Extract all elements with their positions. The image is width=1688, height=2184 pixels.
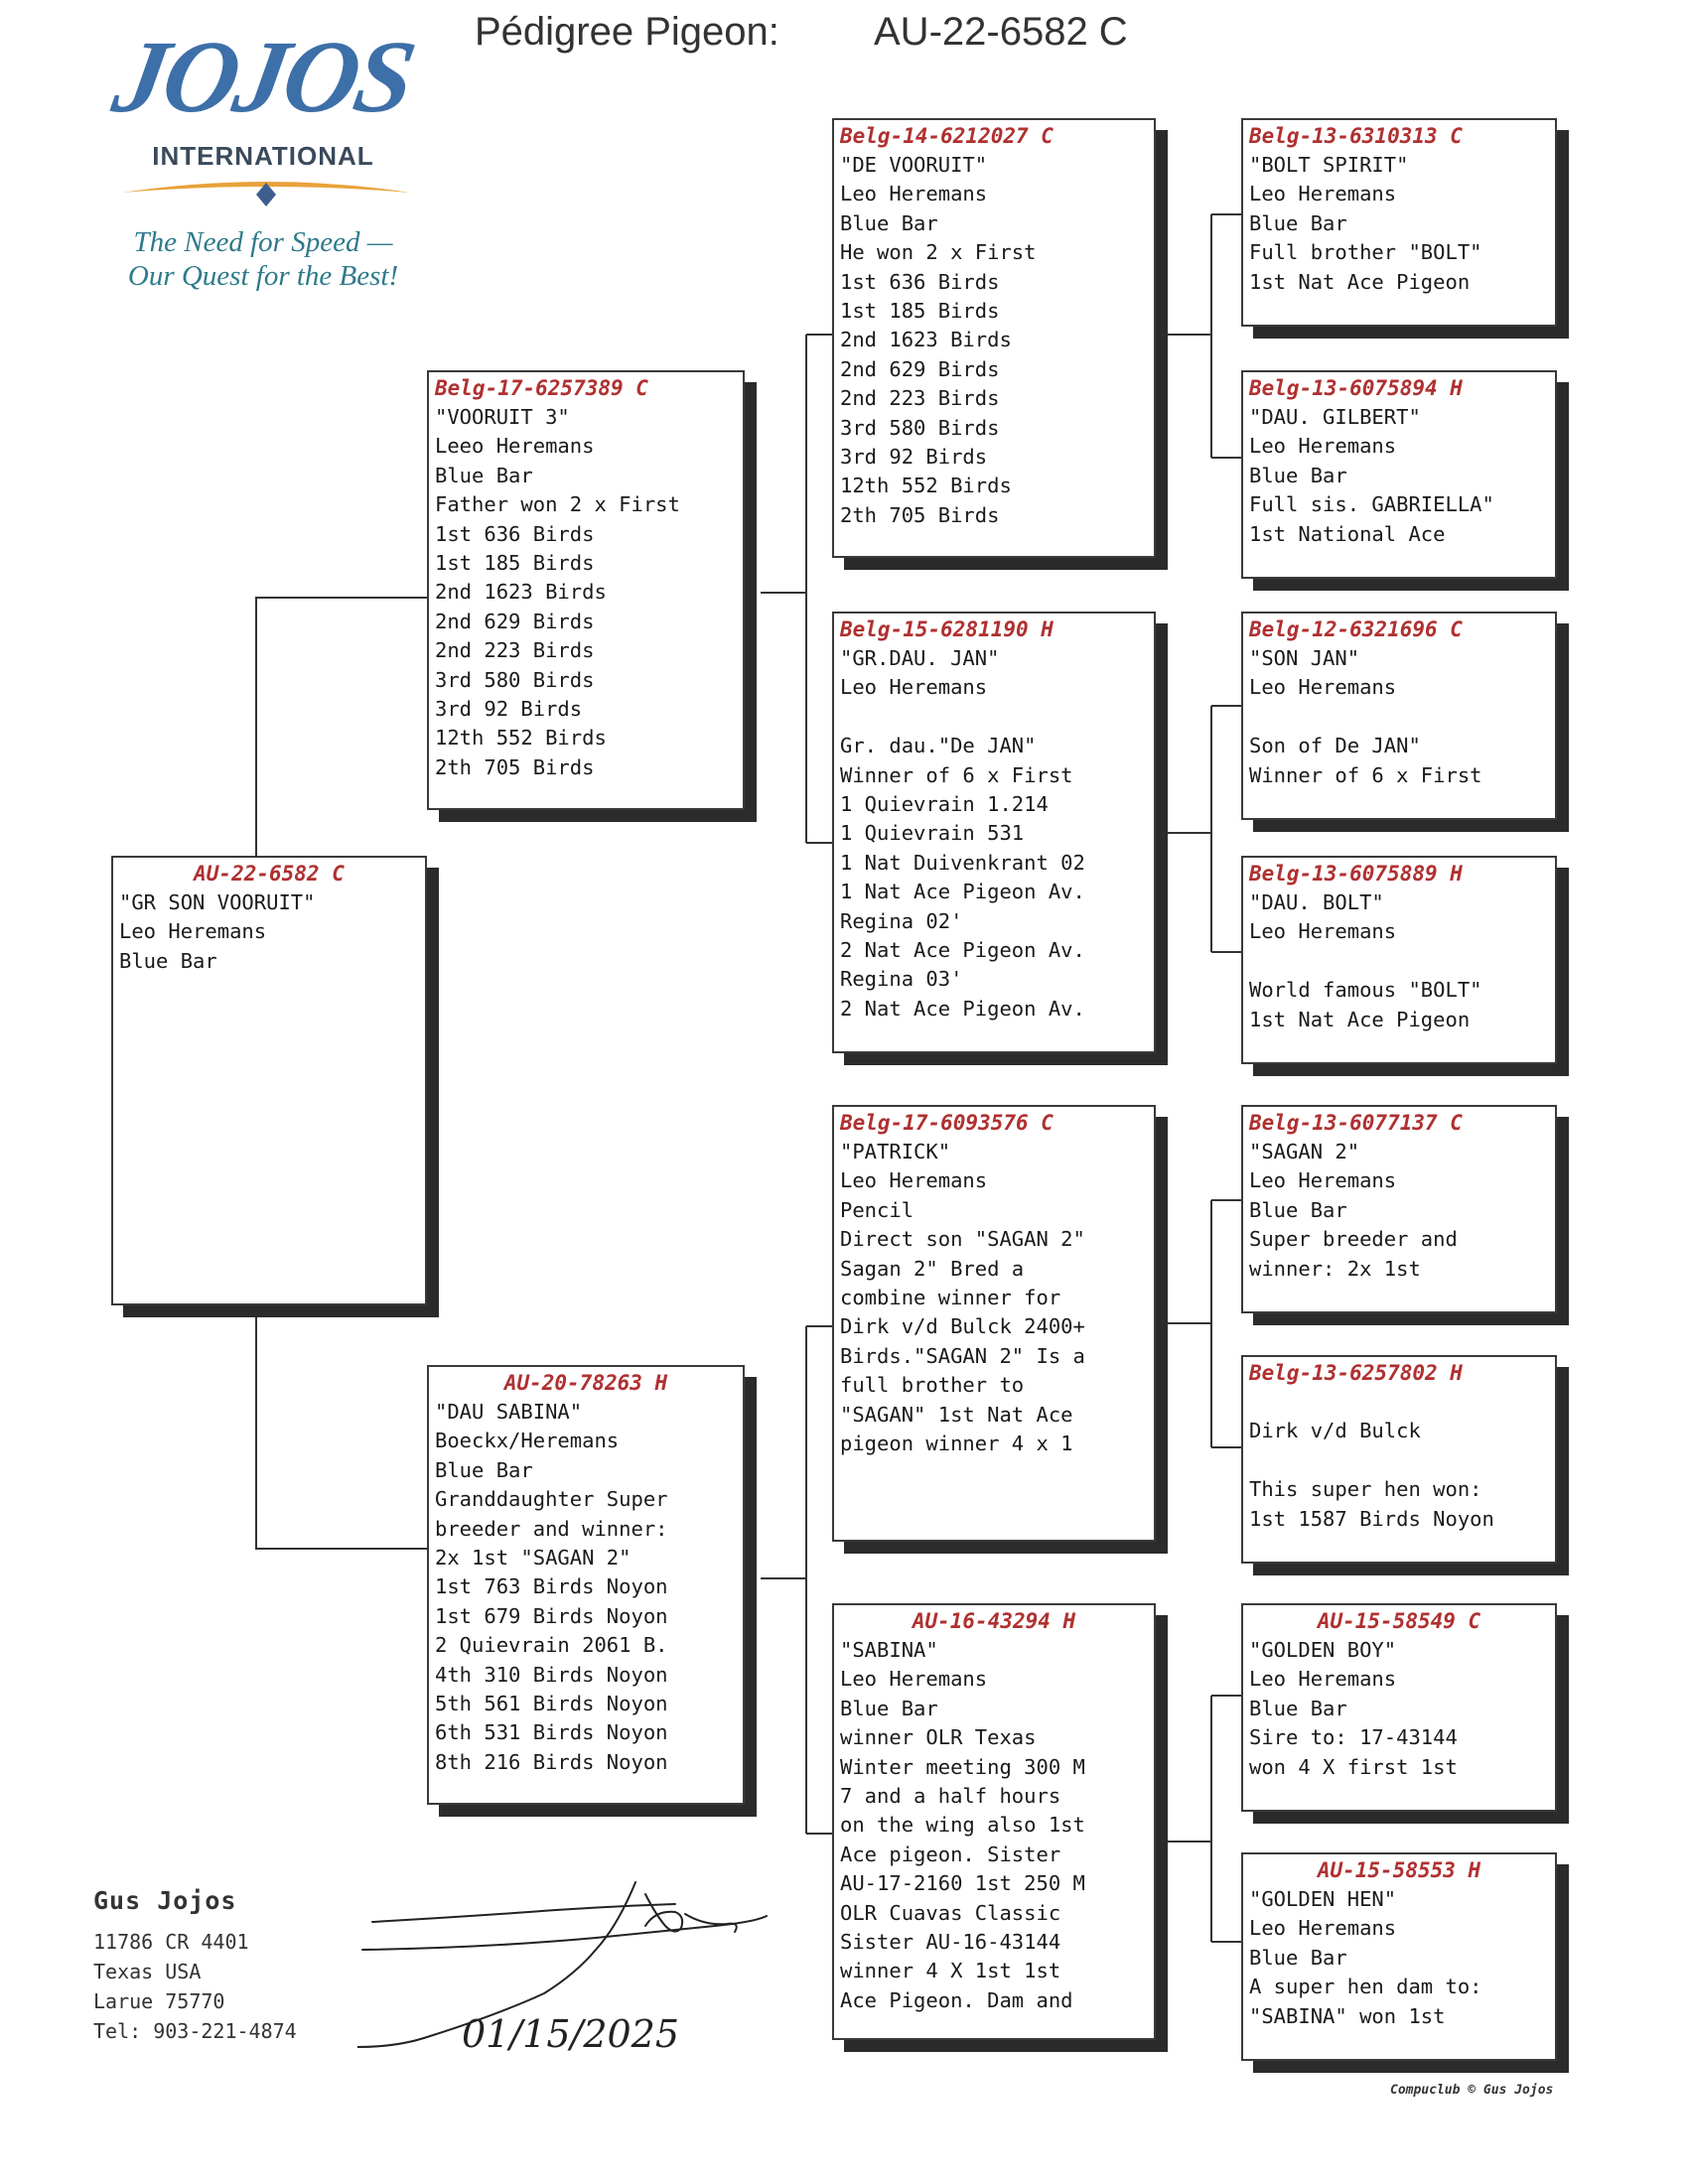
logo-subtitle: INTERNATIONAL [152,141,374,171]
pigeon-line: "BOLT SPIRIT" [1249,153,1409,177]
pigeon-line: Blue Bar [840,1696,938,1720]
pigeon-line [840,703,1148,732]
pigeon-id: AU-15-58549 C [1317,1609,1481,1633]
pigeon-line: 1st 763 Birds Noyon [435,1574,668,1599]
pigeon-line: Dirk v/d Bulck 2400+ [840,1314,1085,1339]
logo-name: JOJOS [105,20,421,134]
connector-dd [1156,1696,1241,1942]
pigeon-line: Boeckx/Heremans [435,1429,620,1453]
connector-ss [1156,214,1241,458]
pigeon-line: Father won 2 x First [435,492,680,517]
pigeon-line: Leo Heremans [1249,1667,1397,1692]
pigeon-line: 2th 705 Birds [840,502,1000,527]
pigeon-line: Blue Bar [1249,210,1347,235]
pigeon-line: 1 Quievrain 531 [840,821,1025,846]
pigeon-line: pigeon winner 4 x 1 [840,1432,1073,1456]
pigeon-id: Belg-12-6321696 C [1249,617,1463,641]
pigeon-line [1249,1388,1549,1417]
pigeon-card-ds [832,1105,1156,1542]
pigeon-line: 7 and a half hours [840,1784,1061,1809]
pigeon-line: Gr. dau."De JAN" [840,734,1037,758]
pigeon-line: 1st Nat Ace Pigeon [1249,1007,1471,1031]
pigeon-line: Ace pigeon. Sister [840,1842,1061,1866]
page-title-label: Pédigree Pigeon: [475,10,779,54]
contact-address-1: 11786 CR 4401 [93,1930,249,1954]
pigeon-card-ss [832,118,1156,558]
pigeon-line: Direct son "SAGAN 2" [840,1227,1085,1252]
pigeon-line [1249,703,1549,732]
pigeon-line: Leo Heremans [840,1168,988,1193]
contact-block [93,1886,297,2046]
pigeon-line: 1st 185 Birds [435,551,595,576]
pigeon-line: 2nd 1623 Birds [435,580,607,605]
pigeon-line: 2x 1st "SAGAN 2" [435,1546,632,1570]
pigeon-line: Pencil [840,1197,914,1222]
pigeon-line: Sire to: 17-43144 [1249,1725,1458,1750]
pigeon-line: Leo Heremans [1249,182,1397,206]
pigeon-line: Son of De JAN" [1249,734,1421,758]
pigeon-line [1249,947,1549,976]
pigeon-line: Regina 03' [840,967,963,992]
pigeon-line: A super hen dam to: [1249,1975,1482,1999]
pigeon-card-ddd [1241,1852,1557,2061]
pigeon-line: Dirk v/d Bulck [1249,1419,1421,1443]
pigeon-line: Full sis. GABRIELLA" [1249,492,1494,517]
pigeon-line: 1st Nat Ace Pigeon [1249,269,1471,294]
pigeon-line: Blue Bar [1249,1945,1347,1970]
pigeon-line: 2nd 223 Birds [840,386,1000,411]
pigeon-line: "SABINA" [840,1638,938,1662]
pigeon-id: Belg-14-6212027 C [840,124,1054,148]
pigeon-line: 2 Quievrain 2061 B. [435,1633,668,1658]
pigeon-line: winner 4 X 1st 1st [840,1959,1061,1983]
pigeon-line: "SAGAN 2" [1249,1140,1360,1163]
pigeon-line: 1st 636 Birds [435,521,595,546]
pigeon-line: 12th 552 Birds [840,474,1012,498]
pigeon-card-subject [111,856,427,1305]
pigeon-line: "GR SON VOORUIT" [119,890,316,914]
pigeon-line: "SAGAN" 1st Nat Ace [840,1402,1073,1427]
connector-ds [1156,1200,1241,1447]
pigeon-id: Belg-13-6077137 C [1249,1111,1463,1135]
pigeon-line: winner OLR Texas [840,1725,1037,1750]
pigeon-line: 1st 679 Birds Noyon [435,1603,668,1628]
pigeon-line: 2nd 629 Birds [435,609,595,633]
pigeon-line: Granddaughter Super [435,1487,668,1512]
pigeon-id: AU-20-78263 H [503,1371,668,1395]
page-title-id: AU-22-6582 C [874,10,1128,54]
connector-dam [761,1326,832,1834]
signature-date: 01/15/2025 [462,2012,680,2056]
pigeon-line: won 4 X first 1st [1249,1754,1458,1779]
pigeon-line: 6th 531 Birds Noyon [435,1720,668,1745]
pigeon-line: Leo Heremans [1249,1916,1397,1941]
pigeon-line: Leo Heremans [840,182,988,206]
pigeon-line: 5th 561 Birds Noyon [435,1692,668,1716]
pigeon-id: AU-22-6582 C [194,862,345,886]
pigeon-card-sd [832,612,1156,1053]
pigeon-id: Belg-15-6281190 H [840,617,1054,641]
pigeon-line: "DAU SABINA" [435,1400,583,1424]
pigeon-line: 3rd 580 Birds [435,667,595,692]
pigeon-line: Leo Heremans [1249,919,1397,944]
pigeon-line: Birds."SAGAN 2" Is a [840,1343,1085,1368]
pigeon-line: Full brother "BOLT" [1249,240,1482,265]
pigeon-line: Blue Bar [1249,1696,1347,1720]
pigeon-line: 2 Nat Ace Pigeon Av. [840,938,1085,963]
pigeon-line: Sagan 2" Bred a [840,1256,1025,1281]
pigeon-line: 4th 310 Birds Noyon [435,1662,668,1687]
pigeon-line: breeder and winner: [435,1516,668,1541]
pigeon-line: 8th 216 Birds Noyon [435,1749,668,1774]
pigeon-line: Super breeder and [1249,1227,1458,1252]
pigeon-line: Leo Heremans [840,675,988,700]
pigeon-line: "PATRICK" [840,1140,951,1163]
pigeon-card-dsd [1241,1355,1557,1564]
pigeon-line: combine winner for [840,1286,1061,1310]
pigeon-line: "GOLDEN HEN" [1249,1887,1397,1911]
pigeon-line: 2th 705 Birds [435,754,595,779]
pigeon-line: Leo Heremans [1249,434,1397,459]
pigeon-line: 3rd 580 Birds [840,415,1000,440]
pigeon-card-dam [427,1365,745,1805]
pigeon-line: Leo Heremans [1249,675,1397,700]
pigeon-line: 1 Quievrain 1.214 [840,792,1049,817]
connector-sd [1156,706,1241,952]
pigeon-line: 3rd 92 Birds [840,445,988,470]
pigeon-line: 1 Nat Duivenkrant 02 [840,850,1085,875]
pigeon-id: Belg-13-6075889 H [1249,862,1463,886]
pigeon-line: 2nd 1623 Birds [840,328,1012,352]
pigeon-line [1249,1446,1549,1475]
pigeon-line: on the wing also 1st [840,1813,1085,1838]
pigeon-id: AU-16-43294 H [912,1609,1076,1633]
pigeon-line: "DAU. BOLT" [1249,890,1384,914]
pigeon-card-sss [1241,118,1557,327]
pigeon-line: Blue Bar [840,210,938,235]
pigeon-line: 1st 636 Birds [840,269,1000,294]
pigeon-id: Belg-17-6257389 C [435,376,648,400]
pigeon-line: 1 Nat Ace Pigeon Av. [840,880,1085,904]
pigeon-line: Regina 02' [840,908,963,933]
pigeon-line: Leo Heremans [840,1667,988,1692]
pigeon-line: This super hen won: [1249,1477,1482,1502]
pigeon-line: Blue Bar [435,463,533,487]
contact-name: Gus Jojos [93,1886,237,1915]
logo-tagline-2: Our Quest for the Best! [127,260,399,292]
pigeon-line: 2nd 223 Birds [435,638,595,663]
pigeon-line: "GR.DAU. JAN" [840,646,1000,670]
logo-tagline-1: The Need for Speed — [133,226,393,258]
pigeon-line: World famous "BOLT" [1249,978,1482,1003]
pigeon-id: AU-15-58553 H [1317,1858,1481,1882]
pigeon-line: Ace Pigeon. Dam and [840,1987,1073,2012]
pigeon-card-sds [1241,612,1557,820]
pigeon-line: AU-17-2160 1st 250 M [840,1871,1085,1896]
pigeon-id: Belg-13-6257802 H [1249,1361,1463,1385]
pigeon-line: Blue Bar [1249,1197,1347,1222]
pigeon-line: "DE VOORUIT" [840,153,988,177]
pigeon-line: Sister AU-16-43144 [840,1930,1061,1955]
pigeon-card-ssd [1241,370,1557,579]
pigeon-line: "SABINA" won 1st [1249,2003,1446,2028]
pigeon-line: He won 2 x First [840,240,1037,265]
footer-credit: Compuclub © Gus Jojos [1390,2083,1554,2098]
pigeon-line: Leo Heremans [1249,1168,1397,1193]
pigeon-line: Winner of 6 x First [840,762,1073,787]
pigeon-line: 1st National Ace [1249,521,1446,546]
pigeon-line: "GOLDEN BOY" [1249,1638,1397,1662]
pigeon-line: Blue Bar [119,948,217,973]
pigeon-card-sdd [1241,856,1557,1064]
pigeon-card-sire [427,370,745,810]
pigeon-id: Belg-17-6093576 C [840,1111,1054,1135]
pigeon-line: 12th 552 Birds [435,726,607,751]
contact-phone: Tel: 903-221-4874 [93,2019,297,2043]
pigeon-line: "VOORUIT 3" [435,405,570,429]
pigeon-card-dss [1241,1105,1557,1313]
pigeon-line: "DAU. GILBERT" [1249,405,1421,429]
contact-address-3: Larue 75770 [93,1989,225,2013]
pigeon-line: Winner of 6 x First [1249,762,1482,787]
pigeon-id: Belg-13-6310313 C [1249,124,1463,148]
pigeon-line: Blue Bar [435,1457,533,1482]
pigeon-line: 1st 185 Birds [840,299,1000,324]
handwritten-signature [357,1866,774,2065]
pigeon-line: winner: 2x 1st [1249,1256,1421,1281]
pigeon-line: Winter meeting 300 M [840,1754,1085,1779]
pigeon-line: full brother to [840,1373,1025,1398]
connector-sire [761,335,832,843]
pigeon-line: Blue Bar [1249,463,1347,487]
contact-address-2: Texas USA [93,1960,202,1983]
pigeon-line: 3rd 92 Birds [435,697,583,722]
pigeon-line: OLR Cuavas Classic [840,1900,1061,1925]
pigeon-line: 1st 1587 Birds Noyon [1249,1506,1494,1531]
pigeon-card-dd [832,1603,1156,2040]
pigeon-line: Leo Heremans [119,919,267,944]
pigeon-line: 2nd 629 Birds [840,356,1000,381]
pigeon-id: Belg-13-6075894 H [1249,376,1463,400]
pigeon-line: "SON JAN" [1249,646,1360,670]
pigeon-line: 2 Nat Ace Pigeon Av. [840,996,1085,1021]
pigeon-line: Leeo Heremans [435,434,595,459]
pigeon-card-dds [1241,1603,1557,1812]
